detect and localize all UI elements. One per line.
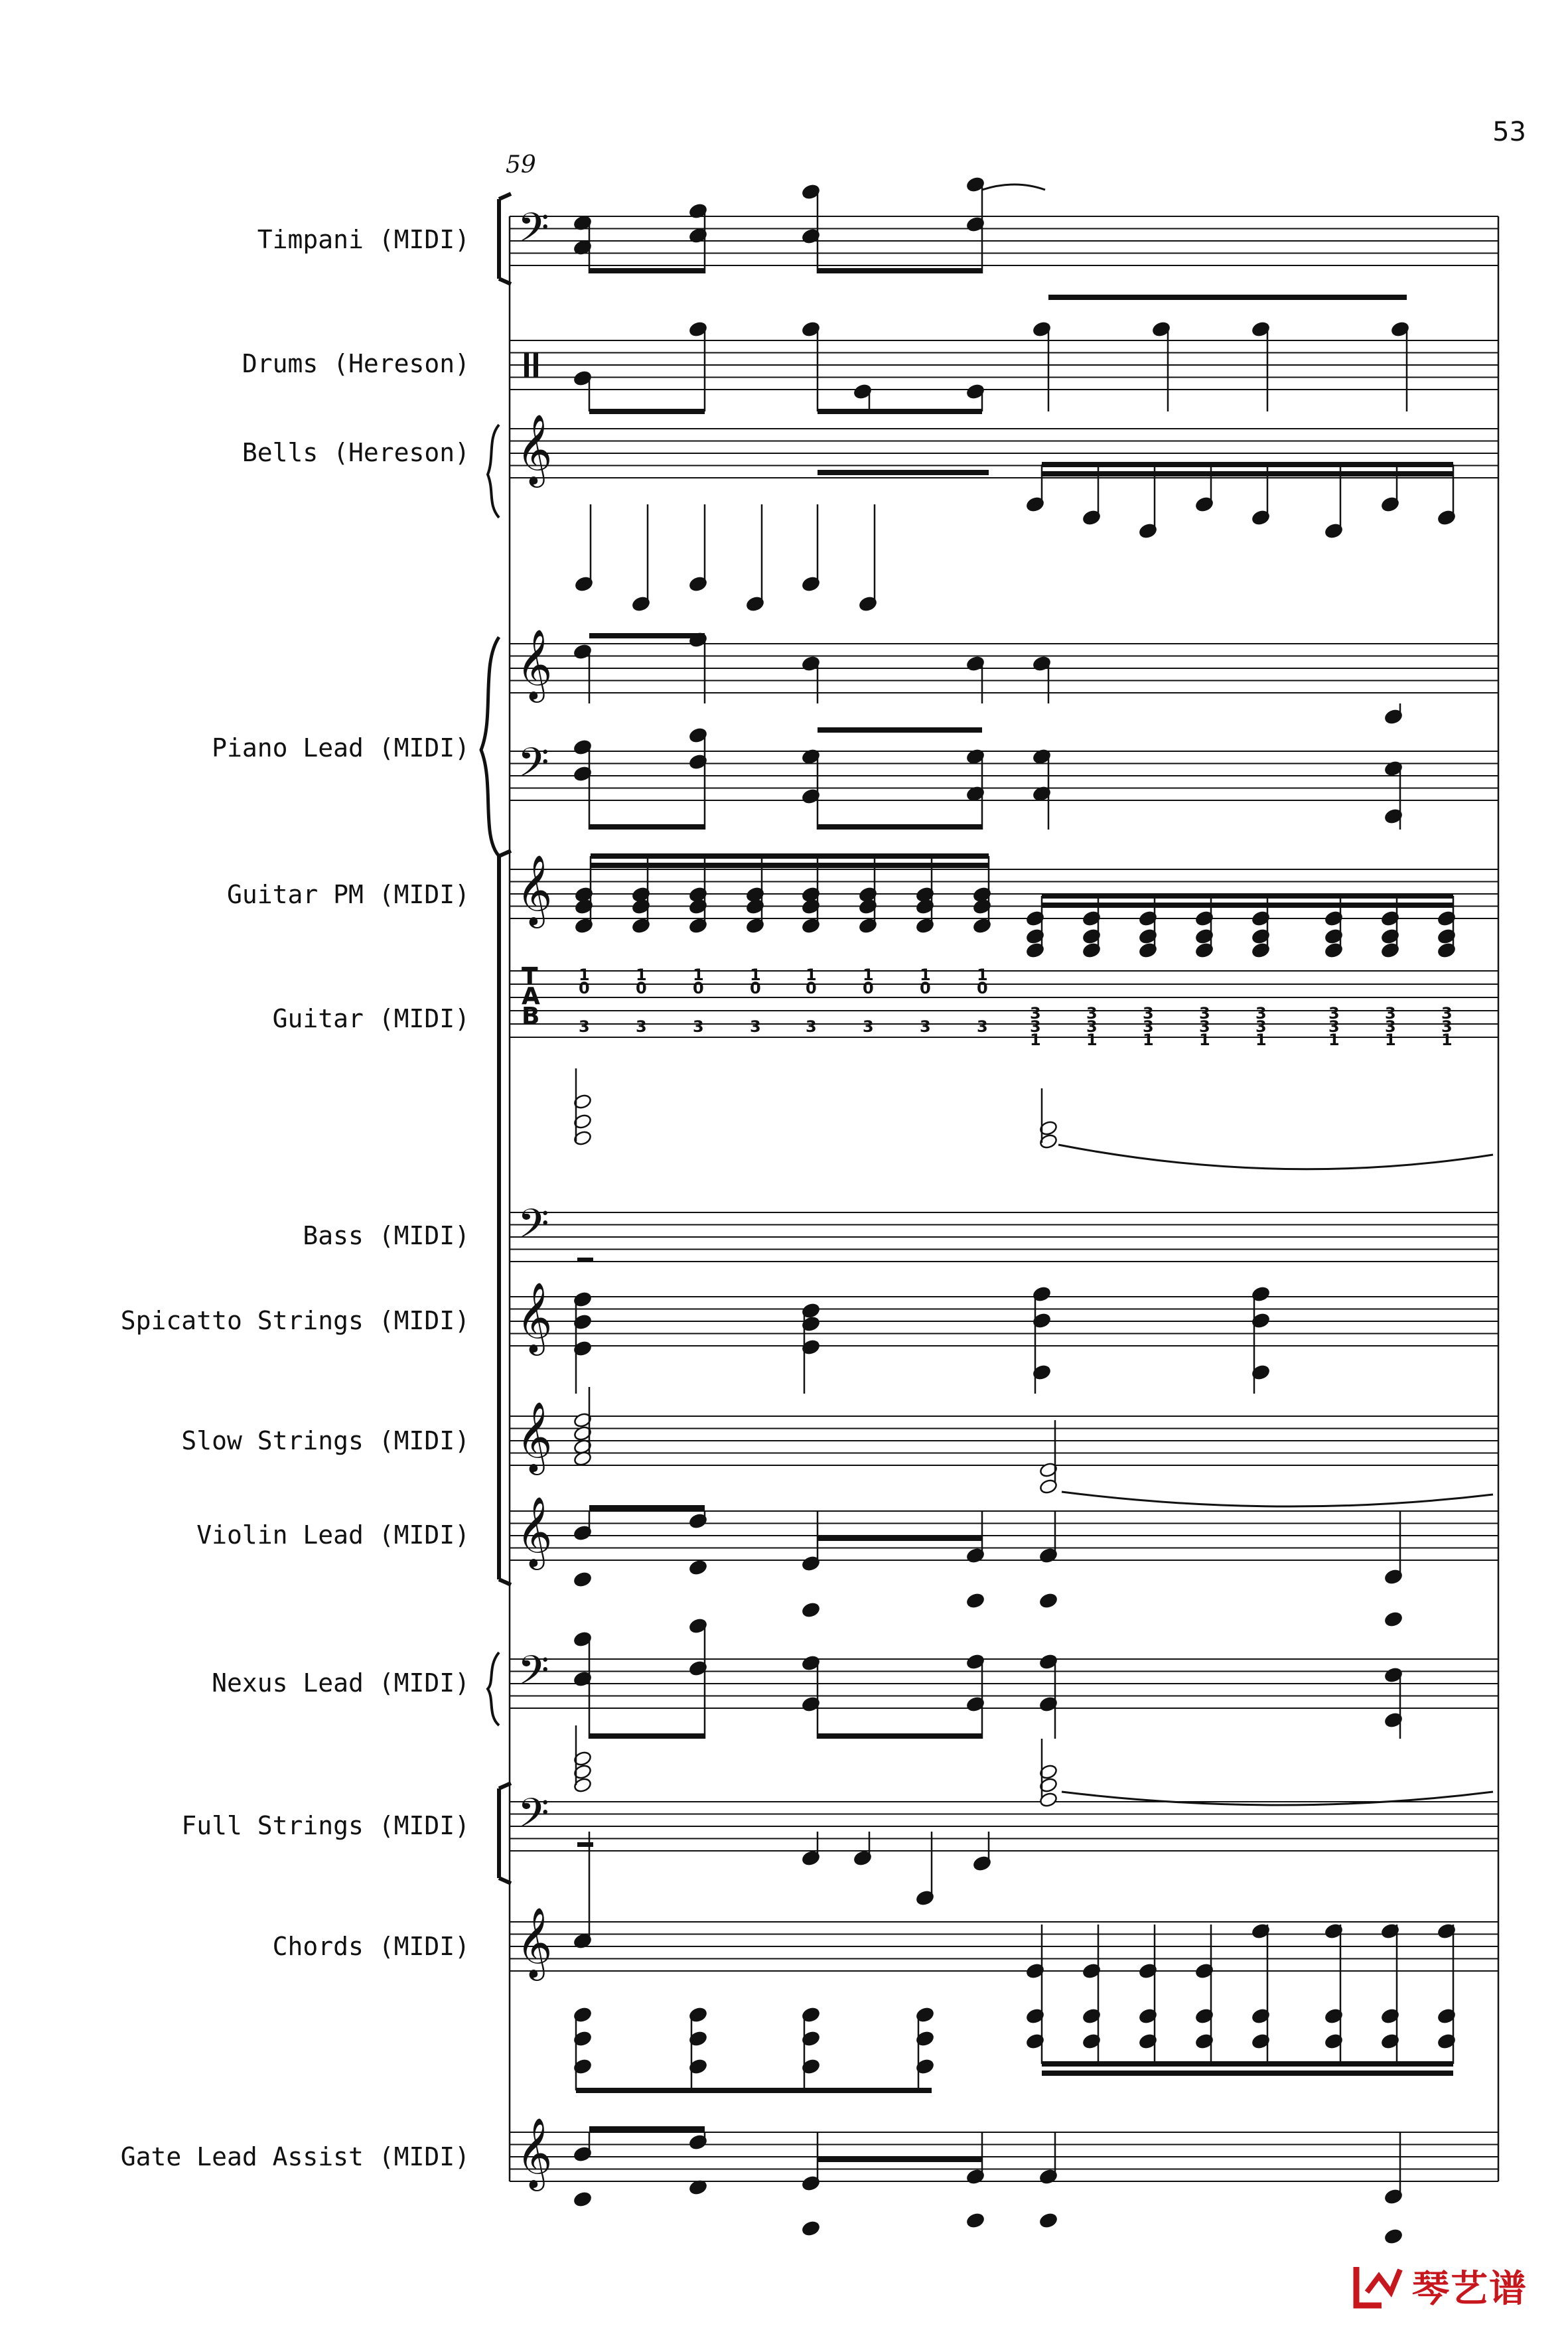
- tab-fret: 0: [806, 979, 817, 997]
- tab-fret: 3: [920, 1017, 931, 1036]
- notehead: [1384, 1611, 1403, 1628]
- notehead: [573, 1571, 593, 1588]
- treble-clef-icon: 𝄞: [516, 413, 553, 484]
- tab-fret: 1: [863, 966, 874, 984]
- tab-fret: 0: [693, 979, 704, 997]
- beam: [589, 2126, 705, 2132]
- tab-fret: 3: [693, 1017, 704, 1036]
- tie: [1062, 1792, 1493, 1805]
- staff-guitar-pm: [510, 853, 1498, 958]
- notehead: [1039, 2213, 1058, 2229]
- tab-fret: 1: [1199, 1031, 1210, 1049]
- beam: [576, 2088, 932, 2093]
- tab-fret: 1: [1086, 1031, 1098, 1049]
- beam: [818, 2157, 982, 2162]
- beam: [818, 727, 982, 733]
- label-violin-lead: Violin Lead (MIDI): [196, 1520, 470, 1550]
- beam: [591, 853, 989, 859]
- beam: [589, 268, 705, 273]
- bass-clef-icon: 𝄢: [518, 204, 549, 261]
- notehead: [802, 1602, 821, 1619]
- tab-fret: 1: [636, 966, 647, 984]
- staff-spicatto-strings: [510, 1281, 1498, 1394]
- beam: [591, 863, 989, 868]
- tab-fret: 1: [806, 966, 817, 984]
- tab-fret: 3: [806, 1017, 817, 1036]
- tab-fret: 1: [1143, 1031, 1154, 1049]
- beam: [1042, 2061, 1453, 2067]
- staff-full-strings: [510, 1725, 1498, 1851]
- notehead: [689, 1560, 708, 1576]
- notehead: [1384, 2228, 1403, 2245]
- logo-text: 琴艺谱: [1412, 2268, 1528, 2311]
- staff-timpani: [510, 177, 1498, 273]
- logo: [1352, 2256, 1551, 2316]
- tab-fret: 1: [1441, 1031, 1453, 1049]
- tab-fret: 1: [750, 966, 761, 984]
- tab-fret: 1: [1255, 1031, 1267, 1049]
- percussion-clef-icon: [524, 353, 529, 377]
- tab-fret: 3: [863, 1017, 874, 1036]
- beam: [589, 824, 705, 830]
- tab-fret: 1: [693, 966, 704, 984]
- beam: [818, 1536, 982, 1541]
- tab-fret: 1: [1030, 1031, 1041, 1049]
- bass-clef-icon: 𝄢: [518, 1647, 549, 1704]
- treble-clef-icon: 𝄞: [516, 628, 553, 699]
- notehead: [966, 1593, 985, 1609]
- percussion-clef-icon: [534, 353, 538, 377]
- treble-clef-icon: 𝄞: [516, 1907, 553, 1978]
- tab-clef-letter: A: [522, 983, 540, 1010]
- label-slow-strings: Slow Strings (MIDI): [181, 1426, 470, 1455]
- tab-fret: 3: [1086, 1017, 1098, 1036]
- logo-mark-icon: [1352, 2263, 1404, 2309]
- beam: [589, 1505, 705, 1510]
- brace-icon: [481, 637, 499, 856]
- tab-fret: 0: [579, 979, 590, 997]
- label-piano-lead: Piano Lead (MIDI): [212, 733, 470, 763]
- label-nexus-lead: Nexus Lead (MIDI): [212, 1668, 470, 1698]
- tab-fret: 3: [1328, 1004, 1340, 1023]
- tab-fret: 3: [1199, 1004, 1210, 1023]
- tab-fret: 3: [1328, 1017, 1340, 1036]
- tab-fret: 3: [1385, 1004, 1396, 1023]
- tab-fret: 3: [1143, 1004, 1154, 1023]
- staff-violin-lead: [510, 1496, 1498, 1627]
- treble-clef-icon: 𝄞: [516, 854, 553, 925]
- tab-fret: 1: [920, 966, 931, 984]
- brace-icon: [488, 1652, 499, 1725]
- tie: [1058, 1145, 1493, 1169]
- notehead: [1039, 1593, 1058, 1609]
- tab-clef-letter: B: [522, 1003, 540, 1030]
- treble-clef-icon: 𝄞: [516, 1281, 553, 1352]
- tab-fret: 3: [1255, 1017, 1267, 1036]
- staff-drums: [510, 295, 1498, 414]
- beam: [589, 633, 705, 638]
- beam: [589, 1733, 705, 1739]
- staff-nexus-lead: [510, 1618, 1498, 1739]
- measure-number: 59: [506, 151, 536, 179]
- tab-fret: 3: [1143, 1017, 1154, 1036]
- label-gate-lead-assist: Gate Lead Assist (MIDI): [120, 2142, 470, 2171]
- beam: [818, 268, 982, 273]
- beam: [818, 824, 982, 830]
- beam: [1042, 471, 1453, 476]
- tab-fret: 1: [977, 966, 988, 984]
- rest-icon: [577, 1258, 593, 1262]
- staff-piano-lead-treble: [510, 628, 1498, 733]
- staff-slow-strings: [510, 1387, 1498, 1506]
- bass-clef-icon: 𝄢: [518, 1790, 549, 1847]
- staff-guitar-tab: [510, 963, 1498, 1049]
- bass-clef-icon: 𝄢: [518, 739, 549, 796]
- label-full-strings: Full Strings (MIDI): [181, 1811, 470, 1840]
- staff-piano-lead-bass: [510, 727, 1498, 830]
- tab-clef-letter: T: [522, 963, 538, 990]
- beam: [818, 470, 989, 475]
- beam: [1042, 2071, 1453, 2076]
- treble-clef-icon: 𝄞: [516, 1496, 553, 1567]
- rest-icon: [577, 1842, 593, 1847]
- tab-fret: 3: [636, 1017, 647, 1036]
- label-guitar: Guitar (MIDI): [272, 1004, 470, 1033]
- tab-fret: 3: [1199, 1017, 1210, 1036]
- beam: [589, 409, 705, 414]
- beam: [1048, 295, 1407, 300]
- tab-fret: 0: [636, 979, 647, 997]
- beam: [818, 409, 982, 414]
- tab-fret: 3: [579, 1017, 590, 1036]
- notehead: [802, 2220, 821, 2237]
- tab-fret: 1: [1328, 1031, 1340, 1049]
- tab-fret: 1: [1385, 1031, 1396, 1049]
- treble-clef-icon: 𝄞: [516, 2117, 553, 2188]
- tie: [982, 184, 1045, 190]
- tab-fret: 3: [1086, 1004, 1098, 1023]
- brace-icon: [488, 425, 499, 518]
- tab-fret: 1: [579, 966, 590, 984]
- notehead: [966, 2213, 985, 2229]
- tab-fret: 0: [977, 979, 988, 997]
- notehead: [573, 2191, 593, 2208]
- tie: [1062, 1492, 1493, 1506]
- tab-fret: 3: [1030, 1017, 1041, 1036]
- bass-clef-icon: 𝄢: [518, 1200, 549, 1258]
- staff-bells: [510, 413, 1498, 612]
- tab-fret: 0: [863, 979, 874, 997]
- staff-gate-lead-assist: [510, 2117, 1498, 2244]
- label-spicatto-strings: Spicatto Strings (MIDI): [120, 1306, 470, 1335]
- tab-fret: 3: [750, 1017, 761, 1036]
- beam: [1042, 462, 1453, 467]
- beam: [818, 1733, 982, 1739]
- label-chords: Chords (MIDI): [272, 1932, 470, 1961]
- tab-fret: 3: [977, 1017, 988, 1036]
- label-guitar-pm: Guitar PM (MIDI): [226, 880, 470, 909]
- label-bass: Bass (MIDI): [303, 1221, 470, 1250]
- tab-fret: 3: [1441, 1017, 1453, 1036]
- beam: [1042, 893, 1453, 899]
- page-number: 53: [1492, 117, 1526, 147]
- staff-chords: [510, 1832, 1498, 2093]
- tab-fret: 0: [750, 979, 761, 997]
- tab-fret: 3: [1255, 1004, 1267, 1023]
- tab-fret: 3: [1385, 1017, 1396, 1036]
- label-bells: Bells (Hereson): [242, 438, 470, 467]
- beam: [1042, 903, 1453, 908]
- tab-fret: 3: [1441, 1004, 1453, 1023]
- tab-fret: 3: [1030, 1004, 1041, 1023]
- tab-fret: 0: [920, 979, 931, 997]
- staff-bass: [510, 1068, 1498, 1262]
- label-drums: Drums (Hereson): [242, 349, 470, 378]
- treble-clef-icon: 𝄞: [516, 1401, 553, 1472]
- label-timpani: Timpani (MIDI): [257, 225, 470, 254]
